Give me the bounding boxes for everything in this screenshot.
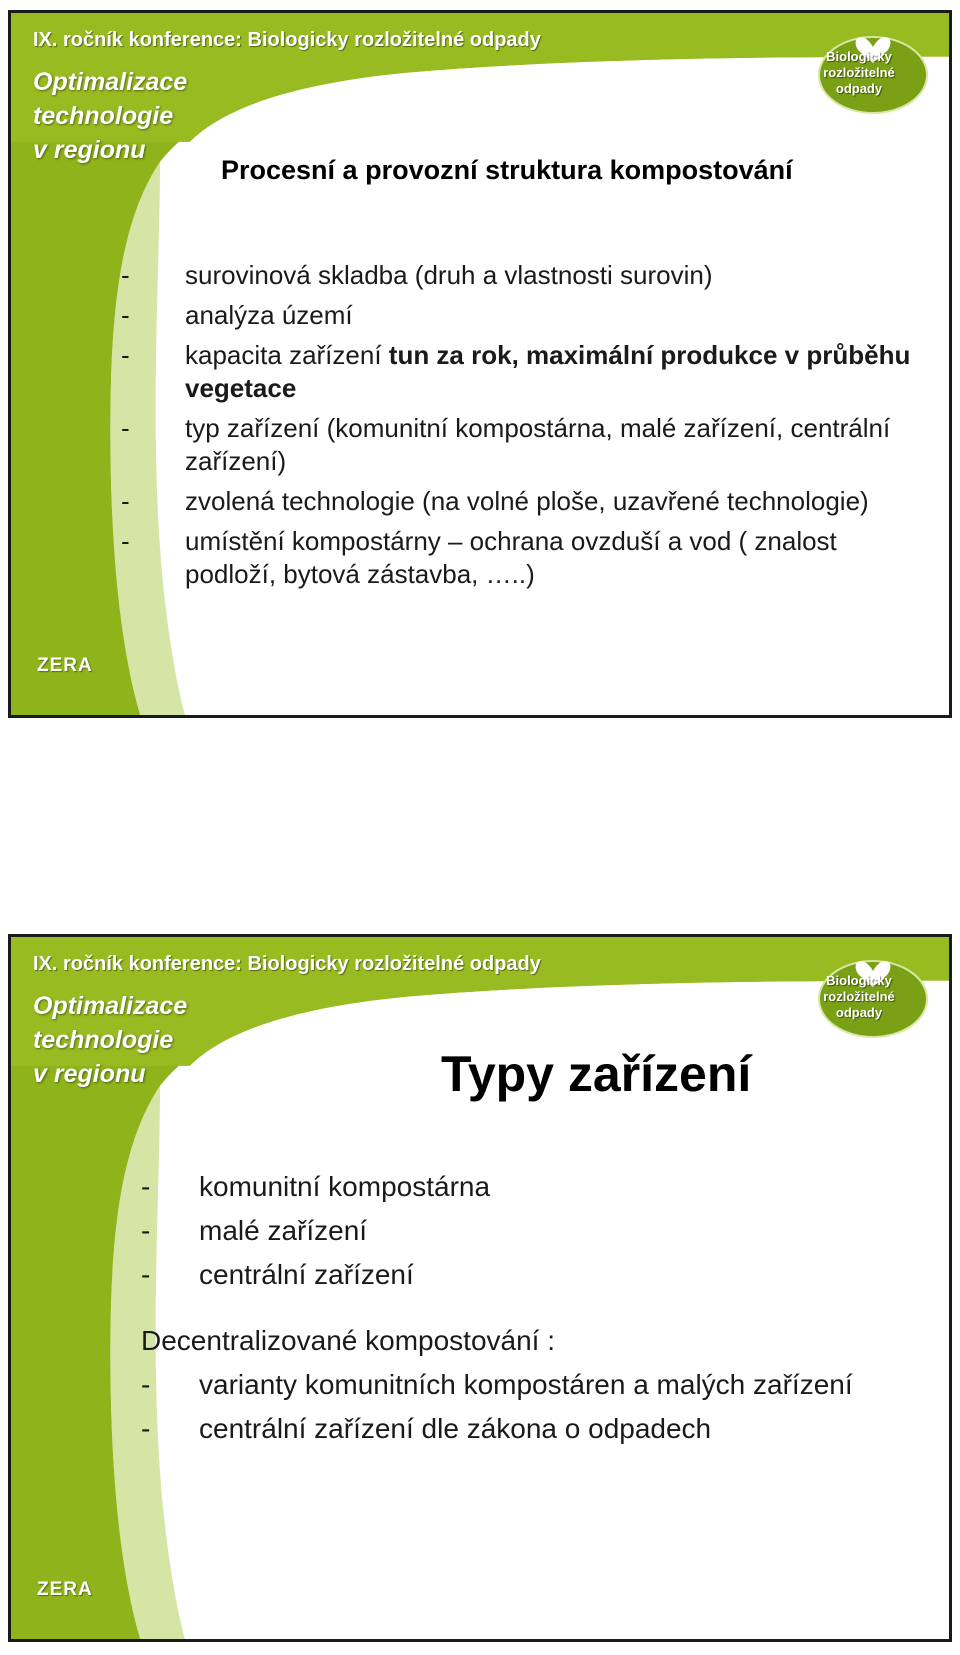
logo-line: rozložitelné [823, 65, 895, 80]
list-item [121, 299, 921, 332]
zera-logo: ZERA [37, 655, 93, 676]
side-title-line: Optimalizace [33, 68, 188, 96]
bullet-dash: - [141, 1215, 151, 1246]
bullet-dash: - [141, 1259, 151, 1290]
side-title-line: Optimalizace [33, 992, 188, 1020]
slide-1 [8, 10, 952, 718]
logo-line: odpady [835, 1005, 883, 1020]
list-item-text [185, 339, 921, 405]
slide-2-heading: Typy zařízení [441, 1046, 752, 1102]
bullet-dash: - [141, 1171, 151, 1202]
bullet-dash: - [141, 1413, 151, 1444]
list-item-text: centrální zařízení dle zákona o odpadech [199, 1413, 712, 1444]
slide-1-list [121, 259, 921, 598]
slide-2-subheading: Decentralizované kompostování : [141, 1325, 555, 1356]
bullet-dash: - [121, 486, 130, 516]
list-item-text-bold: tun za rok, maximální produkce v průběhu vegetace [185, 340, 911, 403]
list-item-text: analýza území [185, 300, 353, 330]
conference-title: IX. ročník konference: Biologicky rozložitelné odpady [33, 953, 541, 975]
list-item-text-normal: kapacita zařízení [185, 340, 389, 370]
list-item-text: komunitní kompostárna [199, 1171, 491, 1202]
side-title-line: technologie [33, 102, 174, 130]
side-title-line: v regionu [33, 136, 146, 164]
conference-title: IX. ročník konference: Biologicky rozložitelné odpady [33, 29, 541, 51]
list-item [141, 1169, 941, 1205]
list-item-text: centrální zařízení [199, 1259, 414, 1290]
logo-line: Biologicky [826, 973, 892, 988]
logo-text [809, 49, 909, 97]
bullet-dash: - [121, 526, 130, 556]
list-item [121, 259, 921, 292]
side-title [33, 989, 187, 1091]
list-item-text: varianty komunitních kompostáren a malých zařízení [199, 1369, 853, 1400]
logo-line: rozložitelné [823, 989, 895, 1004]
logo-line: Biologicky [826, 49, 892, 64]
list-item [121, 339, 921, 405]
logo-text [809, 973, 909, 1021]
bullet-dash: - [121, 413, 130, 443]
list-item [121, 525, 921, 591]
side-title-line: v regionu [33, 1060, 146, 1088]
list-item [141, 1257, 941, 1293]
list-item-text: zvolená technologie (na volné ploše, uzavřené technologie) [185, 486, 869, 516]
list-item [121, 412, 921, 478]
logo-line: odpady [835, 81, 883, 96]
bullet-dash: - [121, 260, 130, 290]
zera-logo: ZERA [37, 1579, 93, 1600]
bullet-dash: - [121, 340, 130, 370]
list-item-text: typ zařízení (komunitní kompostárna, malé zařízení, centrální zařízení) [185, 413, 891, 476]
list-item-text: umístění kompostárny – ochrana ovzduší a vod ( znalost podloží, bytová zástavba, …..) [185, 526, 837, 589]
slide-2 [8, 934, 952, 1642]
side-title [33, 65, 187, 167]
list-item-text: malé zařízení [199, 1215, 368, 1246]
list-item [141, 1213, 941, 1249]
slide-2-list [141, 1169, 941, 1455]
slide-1-heading: Procesní a provozní struktura kompostování [221, 155, 793, 185]
list-item [121, 485, 921, 518]
bullet-dash: - [141, 1369, 151, 1400]
bullet-dash: - [121, 300, 130, 330]
list-item [141, 1411, 941, 1447]
list-item [141, 1367, 941, 1403]
side-title-line: technologie [33, 1026, 174, 1054]
list-item-text: surovinová skladba (druh a vlastnosti surovin) [185, 260, 713, 290]
